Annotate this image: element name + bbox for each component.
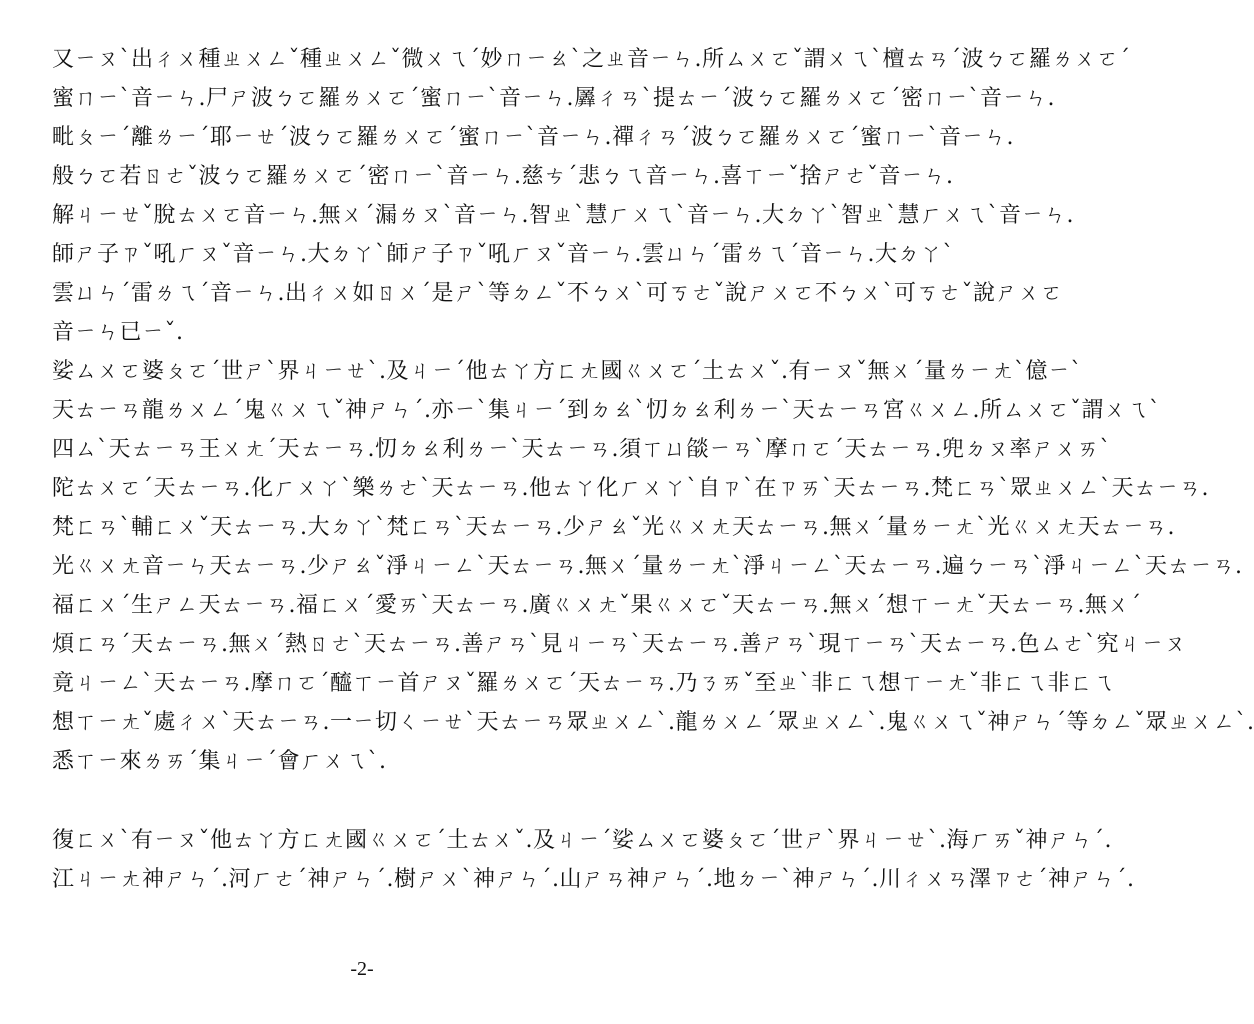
text-line: 煩ㄈㄢˊ天ㄊㄧㄢ.無ㄨˊ熱ㄖㄜˋ天ㄊㄧㄢ.善ㄕㄢˋ見ㄐㄧㄢˋ天ㄊㄧㄢ.善ㄕㄢˋ現ㄒㄧㄢˋ天ㄊㄧㄢ.色ㄙㄜˋ究ㄐㄧㄡ: [52, 632, 1187, 657]
text-line: 又ㄧㄡˋ出ㄔㄨ種ㄓㄨㄥˇ種ㄓㄨㄥˇ微ㄨㄟˊ妙ㄇㄧㄠˋ之ㄓ音ㄧㄣ.所ㄙㄨㄛˇ謂ㄨㄟˋ檀ㄊㄢˊ波ㄅㄛ羅ㄌㄨㄛˊ: [52, 47, 1131, 72]
text-line: 復ㄈㄨˋ有ㄧㄡˇ他ㄊㄚ方ㄈㄤ國ㄍㄨㄛˊ土ㄊㄨˇ.及ㄐㄧˊ娑ㄙㄨㄛ婆ㄆㄛˊ世ㄕˋ界ㄐㄧㄝˋ.海ㄏㄞˇ神ㄕㄣˊ.: [52, 828, 1112, 853]
text-line: 天ㄊㄧㄢ龍ㄌㄨㄥˊ鬼ㄍㄨㄟˇ神ㄕㄣˊ.亦ㄧˋ集ㄐㄧˊ到ㄉㄠˋ忉ㄉㄠ利ㄌㄧˋ天ㄊㄧㄢ宮ㄍㄨㄥ.所ㄙㄨㄛˇ謂ㄨㄟˋ: [52, 398, 1161, 423]
text-line: 般ㄅㄛ若ㄖㄜˇ波ㄅㄛ羅ㄌㄨㄛˊ密ㄇㄧˋ音ㄧㄣ.慈ㄘˊ悲ㄅㄟ音ㄧㄣ.喜ㄒㄧˇ捨ㄕㄜˇ音ㄧㄣ.: [52, 164, 954, 189]
text-line: 悉ㄒㄧ來ㄌㄞˊ集ㄐㄧˊ會ㄏㄨㄟˋ.: [52, 749, 387, 774]
text-line: 毗ㄆㄧˊ離ㄌㄧˊ耶ㄧㄝˊ波ㄅㄛ羅ㄌㄨㄛˊ蜜ㄇㄧˋ音ㄧㄣ.禪ㄔㄢˊ波ㄅㄛ羅ㄌㄨㄛˊ蜜ㄇㄧˋ音ㄧㄣ.: [52, 125, 1014, 150]
text-line: 師ㄕ子ㄗˇ吼ㄏㄡˇ音ㄧㄣ.大ㄉㄚˋ師ㄕ子ㄗˇ吼ㄏㄡˇ音ㄧㄣ.雲ㄩㄣˊ雷ㄌㄟˊ音ㄧㄣ.大ㄉㄚˋ: [52, 242, 954, 267]
text-line: 解ㄐㄧㄝˇ脫ㄊㄨㄛ音ㄧㄣ.無ㄨˊ漏ㄌㄡˋ音ㄧㄣ.智ㄓˋ慧ㄏㄨㄟˋ音ㄧㄣ.大ㄉㄚˋ智ㄓˋ慧ㄏㄨㄟˋ音ㄧㄣ.: [52, 203, 1074, 228]
paragraph-heavens-assembly: [52, 352, 1254, 781]
text-line: 陀ㄊㄨㄛˊ天ㄊㄧㄢ.化ㄏㄨㄚˋ樂ㄌㄜˋ天ㄊㄧㄢ.他ㄊㄚ化ㄏㄨㄚˋ自ㄗˋ在ㄗㄞˋ天ㄊㄧㄢ.梵ㄈㄢˋ眾ㄓㄨㄥˋ天ㄊㄧㄢ.: [52, 476, 1209, 501]
paragraph-wondrous-sounds: [52, 40, 1131, 352]
text-line: 想ㄒㄧㄤˇ處ㄔㄨˋ天ㄊㄧㄢ.一ㄧ切ㄑㄧㄝˋ天ㄊㄧㄢ眾ㄓㄨㄥˋ.龍ㄌㄨㄥˊ眾ㄓㄨㄥˋ.鬼ㄍㄨㄟˇ神ㄕㄣˊ等ㄉㄥˇ眾ㄓㄨㄥˋ.: [52, 710, 1254, 735]
paragraph-spacer: [52, 781, 672, 821]
text-line: 四ㄙˋ天ㄊㄧㄢ王ㄨㄤˊ天ㄊㄧㄢ.忉ㄉㄠ利ㄌㄧˋ天ㄊㄧㄢ.須ㄒㄩ燄ㄧㄢˋ摩ㄇㄛˊ天ㄊㄧㄢ.兜ㄉㄡ率ㄕㄨㄞˋ: [52, 437, 1111, 462]
document-page: [52, 40, 1254, 899]
text-line: 蜜ㄇㄧˋ音ㄧㄣ.尸ㄕ波ㄅㄛ羅ㄌㄨㄛˊ蜜ㄇㄧˋ音ㄧㄣ.羼ㄔㄢˋ提ㄊㄧˊ波ㄅㄛ羅ㄌㄨㄛˊ密ㄇㄧˋ音ㄧㄣ.: [52, 86, 1055, 111]
text-line: 梵ㄈㄢˋ輔ㄈㄨˇ天ㄊㄧㄢ.大ㄉㄚˋ梵ㄈㄢˋ天ㄊㄧㄢ.少ㄕㄠˇ光ㄍㄨㄤ天ㄊㄧㄢ.無ㄨˊ量ㄌㄧㄤˋ光ㄍㄨㄤ天ㄊㄧㄢ.: [52, 515, 1175, 540]
paragraph-spirits: [52, 821, 1135, 899]
text-line: 福ㄈㄨˊ生ㄕㄥ天ㄊㄧㄢ.福ㄈㄨˊ愛ㄞˋ天ㄊㄧㄢ.廣ㄍㄨㄤˇ果ㄍㄨㄛˇ天ㄊㄧㄢ.無ㄨˊ想ㄒㄧㄤˇ天ㄊㄧㄢ.無ㄨˊ: [52, 593, 1142, 618]
text-line: 音ㄧㄣ已ㄧˇ.: [52, 320, 184, 345]
text-line: 娑ㄙㄨㄛ婆ㄆㄛˊ世ㄕˋ界ㄐㄧㄝˋ.及ㄐㄧˊ他ㄊㄚ方ㄈㄤ國ㄍㄨㄛˊ土ㄊㄨˇ.有ㄧㄡˇ無ㄨˊ量ㄌㄧㄤˋ億ㄧˋ: [52, 359, 1082, 384]
text-line: 光ㄍㄨㄤ音ㄧㄣ天ㄊㄧㄢ.少ㄕㄠˇ淨ㄐㄧㄥˋ天ㄊㄧㄢ.無ㄨˊ量ㄌㄧㄤˋ淨ㄐㄧㄥˋ天ㄊㄧㄢ.遍ㄅㄧㄢˋ淨ㄐㄧㄥˋ天ㄊㄧㄢ.: [52, 554, 1243, 579]
text-line: 竟ㄐㄧㄥˋ天ㄊㄧㄢ.摩ㄇㄛˊ醯ㄒㄧ首ㄕㄡˇ羅ㄌㄨㄛˊ天ㄊㄧㄢ.乃ㄋㄞˇ至ㄓˋ非ㄈㄟ想ㄒㄧㄤˇ非ㄈㄟ非ㄈㄟ: [52, 671, 1115, 696]
text-line: 江ㄐㄧㄤ神ㄕㄣˊ.河ㄏㄜˊ神ㄕㄣˊ.樹ㄕㄨˋ神ㄕㄣˊ.山ㄕㄢ神ㄕㄣˊ.地ㄉㄧˋ神ㄕㄣˊ.川ㄔㄨㄢ澤ㄗㄜˊ神ㄕㄣˊ.: [52, 867, 1135, 892]
page-number: -2-: [350, 958, 374, 980]
text-line: 雲ㄩㄣˊ雷ㄌㄟˊ音ㄧㄣ.出ㄔㄨ如ㄖㄨˊ是ㄕˋ等ㄉㄥˇ不ㄅㄨˋ可ㄎㄜˇ說ㄕㄨㄛ不ㄅㄨˋ可ㄎㄜˇ說ㄕㄨㄛ: [52, 281, 1063, 306]
